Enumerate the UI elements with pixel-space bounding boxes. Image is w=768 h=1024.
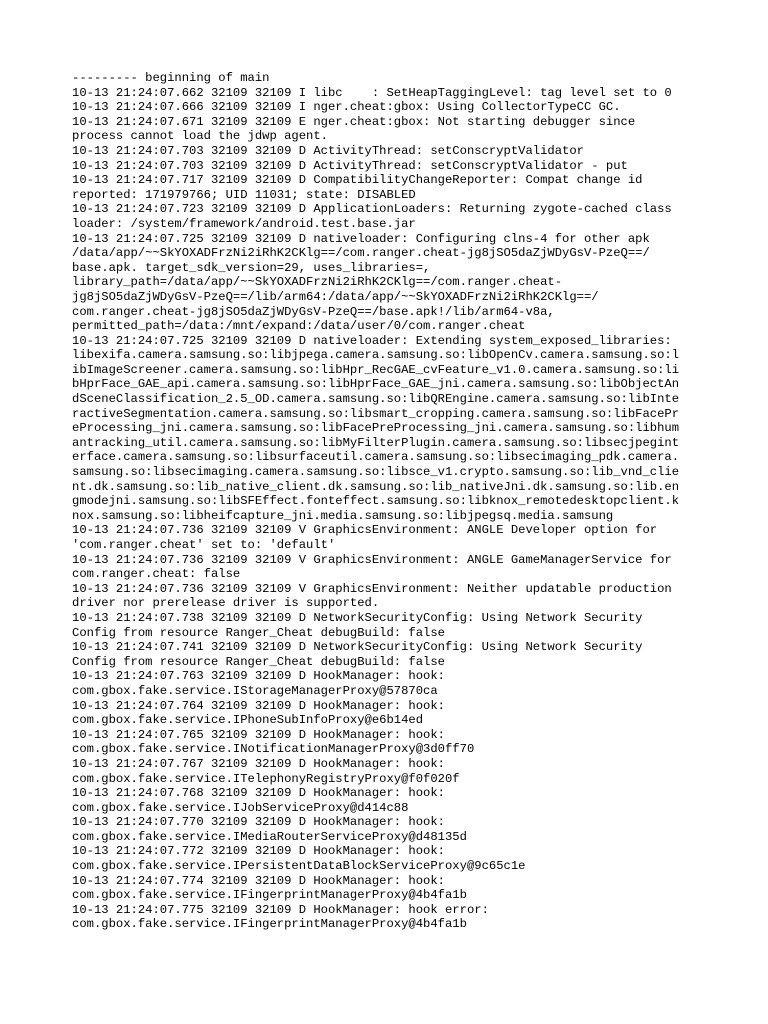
- log-line: 10-13 21:24:07.725 32109 32109 D nativeloader: Extending system_exposed_libraries:: [72, 333, 672, 348]
- log-line: 10-13 21:24:07.763 32109 32109 D HookManager: hook:: [72, 669, 445, 684]
- log-line: 10-13 21:24:07.741 32109 32109 D NetworkSecurityConfig: Using Network Security: [72, 640, 643, 655]
- log-line: eProcessing_jni.camera.samsung.so:libFacePreProcessing_jni.camera.samsung.so:libhum: [72, 421, 680, 436]
- log-line: com.gbox.fake.service.IPhoneSubInfoProxy@e6b14ed: [72, 713, 424, 728]
- log-line: com.gbox.fake.service.IStorageManagerProxy@57870ca: [72, 683, 438, 698]
- log-line: 10-13 21:24:07.774 32109 32109 D HookManager: hook:: [72, 873, 445, 888]
- log-line: 10-13 21:24:07.725 32109 32109 D nativeloader: Configuring clns-4 for other apk: [72, 231, 650, 246]
- log-line: erface.camera.samsung.so:libsurfaceutil.camera.samsung.so:libsecimaging_pdk.camera.: [72, 450, 680, 465]
- log-line: ibImageScreener.camera.samsung.so:libHpr_RecGAE_cvFeature_v1.0.camera.samsung.so:li: [72, 362, 680, 377]
- log-line: 10-13 21:24:07.764 32109 32109 D HookManager: hook:: [72, 698, 445, 713]
- log-line: /data/app/~~SkYOXADFrzNi2iRhK2CKlg==/com.ranger.cheat-jg8jSO5daZjWDyGsV-PzeQ==/: [72, 246, 650, 261]
- log-line: com.gbox.fake.service.IMediaRouterServiceProxy@d48135d: [72, 829, 467, 844]
- log-line: 10-13 21:24:07.666 32109 32109 I nger.cheat:gbox: Using CollectorTypeCC GC.: [72, 100, 621, 115]
- log-line: 'com.ranger.cheat' set to: 'default': [72, 538, 336, 552]
- log-line: nt.dk.samsung.so:lib_native_client.dk.samsung.so:lib_nativeJni.dk.samsung.so:lib.en: [72, 479, 680, 494]
- log-line: permitted_path=/data:/mnt/expand:/data/user/0/com.ranger.cheat: [72, 319, 526, 334]
- log-line: Config from resource Ranger_Cheat debugBuild: false: [72, 654, 445, 669]
- log-line: com.gbox.fake.service.IJobServiceProxy@d414c88: [72, 800, 409, 815]
- log-line: com.gbox.fake.service.IFingerprintManagerProxy@4b4fa1b: [72, 917, 467, 932]
- log-line: 10-13 21:24:07.765 32109 32109 D HookManager: hook:: [72, 727, 445, 742]
- log-line: libexifa.camera.samsung.so:libjpega.camera.samsung.so:libOpenCv.camera.samsung.so:l: [72, 348, 680, 363]
- log-line: com.ranger.cheat: false: [72, 567, 241, 582]
- log-line: Config from resource Ranger_Cheat debugBuild: false: [72, 625, 445, 640]
- log-line: 10-13 21:24:07.703 32109 32109 D ActivityThread: setConscryptValidator: [72, 143, 584, 158]
- log-line: 10-13 21:24:07.768 32109 32109 D HookManager: hook:: [72, 786, 445, 801]
- log-line: ractiveSegmentation.camera.samsung.so:libsmart_cropping.camera.samsung.so:libFacePr: [72, 406, 680, 421]
- log-line: --------- beginning of main: [72, 71, 270, 85]
- log-line: com.gbox.fake.service.INotificationManagerProxy@3d0ff70: [72, 742, 475, 757]
- log-line: 10-13 21:24:07.770 32109 32109 D HookManager: hook:: [72, 815, 445, 830]
- log-line: 10-13 21:24:07.717 32109 32109 D CompatibilityChangeReporter: Compat change id: [72, 173, 643, 188]
- log-line: com.gbox.fake.service.IPersistentDataBlockServiceProxy@9c65c1e: [72, 859, 526, 874]
- log-line: com.gbox.fake.service.IFingerprintManagerProxy@4b4fa1b: [72, 888, 467, 903]
- log-line: com.gbox.fake.service.ITelephonyRegistryProxy@f0f020f: [72, 771, 460, 786]
- log-line: antracking_util.camera.samsung.so:libMyFilterPlugin.camera.samsung.so:libsecjpegint: [72, 435, 680, 450]
- log-line: reported: 171979766; UID 11031; state: DISABLED: [72, 187, 416, 202]
- log-line: process cannot load the jdwp agent.: [72, 129, 328, 144]
- log-line: loader: /system/framework/android.test.base.jar: [72, 216, 416, 231]
- log-line: 10-13 21:24:07.662 32109 32109 I libc : SetHeapTaggingLevel: tag level set to 0: [72, 85, 672, 100]
- log-line: gmodejni.samsung.so:libSFEffect.fonteffect.samsung.so:libknox_remotedesktopclient.k: [72, 494, 680, 509]
- log-line: 10-13 21:24:07.738 32109 32109 D NetworkSecurityConfig: Using Network Security: [72, 610, 643, 625]
- log-line: 10-13 21:24:07.736 32109 32109 V GraphicsEnvironment: ANGLE GameManagerService for: [72, 552, 672, 567]
- log-line: com.ranger.cheat-jg8jSO5daZjWDyGsV-PzeQ==/base.apk!/lib/arm64-v8a,: [72, 304, 555, 319]
- log-line: 10-13 21:24:07.772 32109 32109 D HookManager: hook:: [72, 844, 445, 859]
- log-line: bHprFace_GAE_api.camera.samsung.so:libHprFace_GAE_jni.camera.samsung.so:libObjectAn: [72, 377, 680, 392]
- log-line: 10-13 21:24:07.723 32109 32109 D ApplicationLoaders: Returning zygote-cached class: [72, 202, 672, 217]
- log-line: 10-13 21:24:07.736 32109 32109 V GraphicsEnvironment: Neither updatable production: [72, 581, 672, 596]
- log-line: dSceneClassification_2.5_OD.camera.samsung.so:libQREngine.camera.samsung.so:libInte: [72, 392, 680, 407]
- log-line: 10-13 21:24:07.703 32109 32109 D ActivityThread: setConscryptValidator - put: [72, 158, 628, 173]
- log-line: base.apk. target_sdk_version=29, uses_libraries=,: [72, 260, 431, 275]
- log-line: driver nor prerelease driver is supported.: [72, 596, 380, 611]
- log-document: [72, 71, 700, 932]
- log-line: nox.samsung.so:libheifcapture_jni.media.samsung.so:libjpegsq.media.samsung: [72, 508, 614, 523]
- log-line: 10-13 21:24:07.736 32109 32109 V GraphicsEnvironment: ANGLE Developer option for: [72, 523, 658, 538]
- log-line: 10-13 21:24:07.671 32109 32109 E nger.cheat:gbox: Not starting debugger since: [72, 114, 636, 129]
- log-line: 10-13 21:24:07.767 32109 32109 D HookManager: hook:: [72, 756, 445, 771]
- log-line: library_path=/data/app/~~SkYOXADFrzNi2iRhK2CKlg==/com.ranger.cheat-: [72, 275, 563, 290]
- log-line: jg8jSO5daZjWDyGsV-PzeQ==/lib/arm64:/data/app/~~SkYOXADFrzNi2iRhK2CKlg==/: [72, 289, 599, 304]
- log-line: 10-13 21:24:07.775 32109 32109 D HookManager: hook error:: [72, 902, 489, 917]
- log-line: samsung.so:libsecimaging.camera.samsung.so:libsce_v1.crypto.samsung.so:lib_vnd_clie: [72, 465, 680, 480]
